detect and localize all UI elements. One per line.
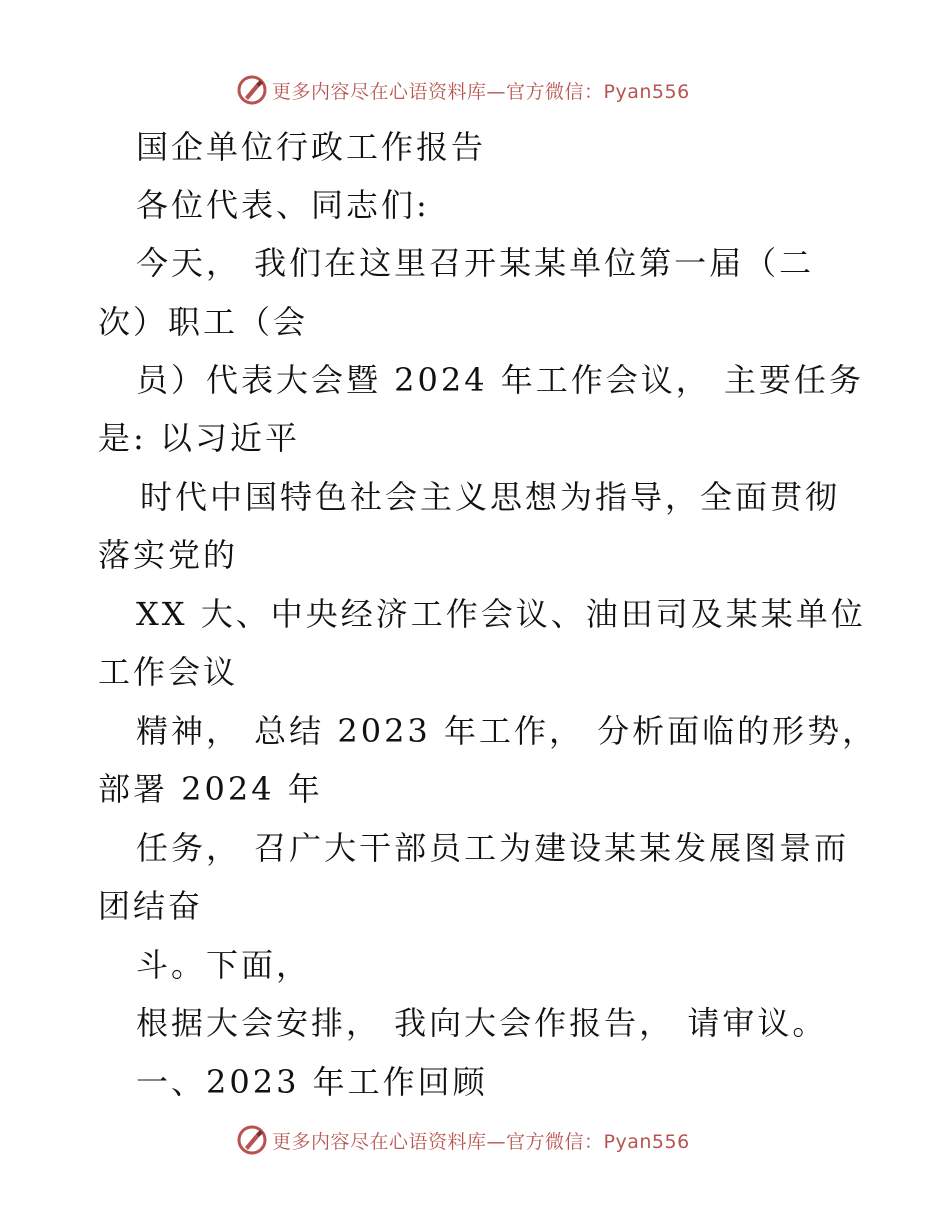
watermark-top: [236, 73, 690, 107]
text-line: 斗。下面，: [136, 946, 312, 984]
watermark-bottom: [236, 1123, 690, 1157]
text-line: XX 大、中央经济工作会议、油田司及某某单位: [136, 595, 866, 633]
text-line: 员）代表大会暨 2024 年工作会议， 主要任务: [136, 361, 864, 399]
text-line: 工作会议: [98, 653, 239, 691]
text-line: 是: 以习近平: [98, 419, 300, 457]
text-line: 根据大会安排， 我向大会作报告， 请审议。: [136, 1004, 828, 1042]
section-heading: 一、2023 年工作回顾: [136, 1063, 488, 1101]
watermark-text: 更多内容尽在心语资料库—官方微信：Pyan556: [272, 1130, 690, 1153]
text-line: 部署 2024 年: [98, 770, 323, 808]
text-line: 任务， 召广大干部员工为建设某某发展图景而: [136, 829, 850, 867]
pen-logo-icon: [236, 1124, 268, 1156]
document-title: 国企单位行政工作报告: [136, 128, 487, 166]
text-line: 团结奋: [98, 887, 204, 925]
text-line: 落实党的: [98, 536, 239, 574]
text-line: 精神， 总结 2023 年工作， 分析面临的形势，: [136, 712, 878, 750]
watermark-text: 更多内容尽在心语资料库—官方微信：Pyan556: [272, 80, 690, 103]
text-line: 时代中国特色社会主义思想为指导，全面贯彻: [140, 478, 841, 516]
text-line: 各位代表、同志们:: [136, 186, 430, 224]
text-line: 次）职工（会: [98, 303, 309, 341]
pen-logo-icon: [236, 74, 268, 106]
text-line: 今天， 我们在这里召开某某单位第一届（二: [136, 244, 815, 282]
